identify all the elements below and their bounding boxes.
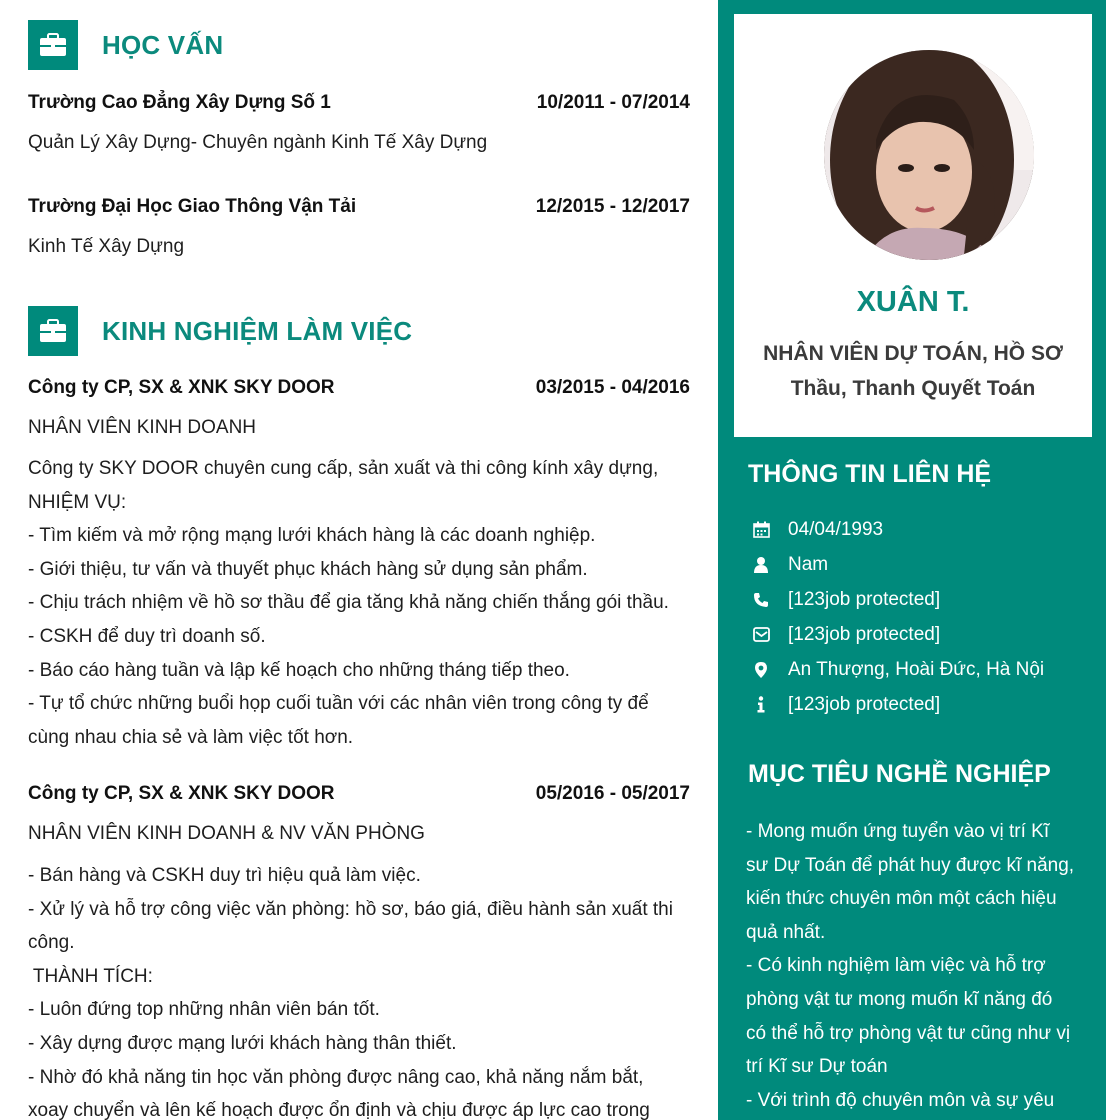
description-line: - Tìm kiếm và mở rộng mạng lưới khách hàng là các doanh nghiệp.	[28, 525, 596, 547]
objective-title: MỤC TIÊU NGHỀ NGHIỆP	[748, 760, 1051, 788]
description-line: NHIỆM VỤ:	[28, 491, 127, 513]
description-line: THÀNH TÍCH:	[28, 965, 153, 987]
experience-item	[28, 377, 690, 399]
briefcase-icon	[28, 306, 78, 356]
candidate-role	[734, 336, 1092, 406]
avatar	[824, 50, 1034, 260]
objective-line: sư Dự Toán để phát huy được kĩ năng,	[746, 854, 1075, 876]
briefcase-icon	[28, 20, 78, 70]
address-value: An Thượng, Hoài Đức, Hà Nội	[788, 658, 1045, 680]
objective-line: kiến thức chuyên môn một cách hiệu	[746, 888, 1057, 910]
description-line: - Giới thiệu, tư vấn và thuyết phục khách hàng sử dụng sản phẩm.	[28, 558, 588, 580]
phone-icon	[752, 591, 770, 609]
objective-line: phòng vật tư mong muốn kĩ năng đó	[746, 988, 1053, 1010]
description-line: - Xây dựng được mạng lưới khách hàng thân thiết.	[28, 1032, 457, 1054]
objective-line: - Có kinh nghiệm làm việc và hỗ trợ	[746, 955, 1046, 977]
company-name: Công ty CP, SX & XNK SKY DOOR	[28, 377, 335, 398]
objective-line: - Với trình độ chuyên môn và sự yêu	[746, 1089, 1055, 1111]
job-description	[28, 859, 688, 1120]
education-period: 12/2015 - 12/2017	[535, 196, 690, 217]
experience-period: 05/2016 - 05/2017	[535, 783, 690, 804]
education-title: HỌC VẤN	[102, 29, 224, 60]
contact-title: THÔNG TIN LIÊN HỆ	[748, 460, 992, 488]
description-line: xoay chuyển và lên kế hoạch được ổn định và chịu được áp lực cao trong	[28, 1100, 650, 1120]
company-name: Công ty CP, SX & XNK SKY DOOR	[28, 783, 335, 804]
education-major: Kinh Tế Xây Dựng	[28, 236, 185, 257]
education-period: 10/2011 - 07/2014	[536, 92, 690, 113]
contact-address	[752, 652, 1092, 687]
user-icon	[752, 556, 770, 574]
email-value[interactable]: [123job protected]	[788, 623, 941, 645]
education-header	[28, 20, 223, 70]
description-line: - Bán hàng và CSKH duy trì hiệu quả làm việc.	[28, 865, 421, 886]
description-line: Công ty SKY DOOR chuyên cung cấp, sản xuất và thi công kính xây dựng,	[28, 458, 659, 479]
objective-line: quả nhất.	[746, 921, 826, 943]
objective-text	[746, 815, 1096, 1117]
description-line: - Tự tổ chức những buổi họp cuối tuần với các nhân viên trong công ty để	[28, 693, 649, 715]
description-line: công.	[28, 932, 75, 954]
school-name: Trường Cao Đẳng Xây Dựng Số 1	[28, 92, 331, 113]
job-position: NHÂN VIÊN KINH DOANH & NV VĂN PHÒNG	[28, 823, 425, 844]
contact-phone	[752, 582, 1092, 617]
info-icon	[752, 696, 770, 714]
job-position: NHÂN VIÊN KINH DOANH	[28, 417, 257, 438]
map-pin-icon	[752, 661, 770, 679]
role-line: NHÂN VIÊN DỰ TOÁN, HỒ SƠ	[763, 342, 1063, 365]
education-item	[28, 196, 690, 218]
experience-item	[28, 783, 690, 805]
role-line: Thầu, Thanh Quyết Toán	[790, 377, 1036, 400]
objective-line: có thể hỗ trợ phòng vật tư cũng như vị	[746, 1022, 1071, 1044]
experience-title: KINH NGHIỆM LÀM VIỆC	[102, 315, 413, 346]
experience-header	[28, 306, 412, 356]
envelope-icon	[752, 626, 770, 644]
description-line: - Luôn đứng top những nhân viên bán tốt.	[28, 999, 380, 1021]
info-value: [123job protected]	[788, 693, 941, 715]
education-item	[28, 92, 690, 114]
education-major: Quản Lý Xây Dựng- Chuyên ngành Kinh Tế Xây Dựng	[28, 132, 488, 153]
description-line: cùng nhau chia sẻ và làm việc tốt hơn.	[28, 726, 354, 748]
contact-email	[752, 617, 1092, 652]
contact-list	[752, 512, 1092, 722]
job-description	[28, 452, 688, 754]
contact-birthday	[752, 512, 1092, 547]
objective-line: trí Kĩ sư Dự toán	[746, 1056, 888, 1078]
gender-value: Nam	[788, 553, 829, 575]
description-line: - Báo cáo hàng tuần và lập kế hoạch cho những tháng tiếp theo.	[28, 659, 570, 681]
contact-gender	[752, 547, 1092, 582]
candidate-name: XUÂN T.	[856, 286, 970, 318]
description-line: - Nhờ đó khả năng tin học văn phòng được nâng cao, khả năng nắm bắt,	[28, 1066, 644, 1088]
birthday-value: 04/04/1993	[788, 518, 884, 540]
objective-line: - Mong muốn ứng tuyển vào vị trí Kĩ	[746, 821, 1050, 842]
description-line: - Xử lý và hỗ trợ công việc văn phòng: hồ sơ, báo giá, điều hành sản xuất thi	[28, 898, 673, 920]
contact-info	[752, 687, 1092, 722]
description-line: - Chịu trách nhiệm về hồ sơ thầu để gia tăng khả năng chiến thắng gói thầu.	[28, 592, 669, 614]
school-name: Trường Đại Học Giao Thông Vận Tải	[28, 196, 357, 217]
description-line: - CSKH để duy trì doanh số.	[28, 625, 266, 647]
calendar-icon	[752, 521, 770, 539]
sidebar	[718, 0, 1106, 1120]
phone-value[interactable]: [123job protected]	[788, 588, 941, 610]
experience-period: 03/2015 - 04/2016	[535, 377, 690, 398]
profile-card	[734, 14, 1092, 437]
